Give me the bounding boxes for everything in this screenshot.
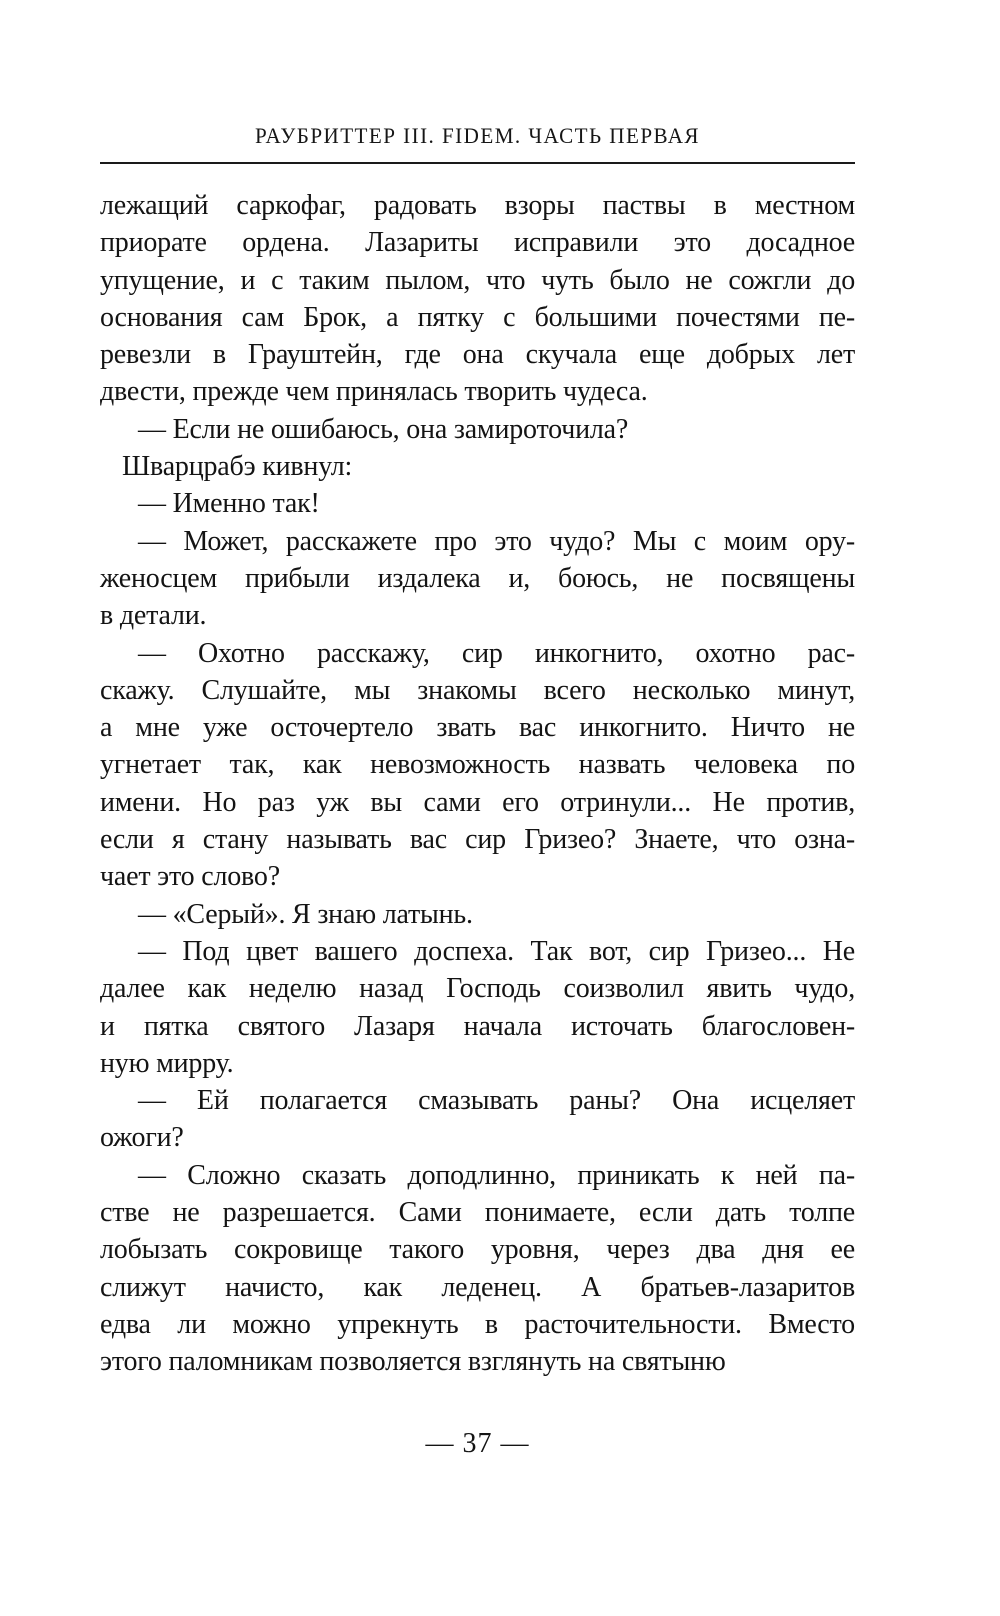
text-line: имени. Но раз уж вы сами его отринули... Не против, xyxy=(100,786,855,818)
text-line: стве не разрешается. Сами понимаете, если дать толпе xyxy=(100,1197,855,1229)
text-line: приорате ордена. Лазариты исправили это досадное xyxy=(100,227,855,259)
page-number: — 37 — xyxy=(425,1428,530,1459)
text-line: скажу. Слушайте, мы знакомы всего несколько минут, xyxy=(100,674,855,706)
text-line: в детали. xyxy=(100,600,207,632)
text-line: угнетает так, как невозможность назвать человека по xyxy=(100,749,855,781)
text-line: если я стану называть вас сир Гризео? Знаете, что озна- xyxy=(100,824,855,856)
text-line: — Сложно сказать доподлинно, приникать к ней па- xyxy=(138,1159,855,1191)
header-rule xyxy=(100,162,855,164)
text-line: едва ли можно упрекнуть в расточительности. Вместо xyxy=(100,1308,855,1340)
text-line: — Если не ошибаюсь, она замироточила? xyxy=(138,413,629,445)
text-line: лежащий саркофаг, радовать взоры паствы в местном xyxy=(100,190,855,221)
text-line: — «Серый». Я знаю латынь. xyxy=(138,898,473,930)
text-line: основания сам Брок, а пятку с большими почестями пе- xyxy=(100,301,855,333)
text-line: далее как неделю назад Господь соизволил явить чудо, xyxy=(100,973,855,1005)
text-line: а мне уже осточертело звать вас инкогнито. Ничто не xyxy=(100,712,855,744)
text-line: ную мирру. xyxy=(100,1047,234,1079)
text-line: чает это слово? xyxy=(100,861,280,893)
text-line: — Под цвет вашего доспеха. Так вот, сир Гризео... Не xyxy=(138,935,855,967)
text-line: — Охотно расскажу, сир инкогнито, охотно рас- xyxy=(138,637,855,669)
text-line: ожоги? xyxy=(100,1122,184,1154)
running-head: РАУБРИТТЕР III. FIDEM. ЧАСТЬ ПЕРВАЯ xyxy=(255,123,700,148)
text-line: Шварцрабэ кивнул: xyxy=(122,451,353,483)
text-line: — Ей полагается смазывать раны? Она исцеляет xyxy=(138,1085,855,1117)
text-line: упущение, и с таким пылом, что чуть было не сожгли до xyxy=(100,264,855,296)
text-line: слижут начисто, как леденец. А братьев-лазаритов xyxy=(100,1271,855,1303)
text-line: — Может, расскажете про это чудо? Мы с моим ору- xyxy=(138,525,855,557)
text-line: лобызать сокровище такого уровня, через два дня ее xyxy=(100,1234,855,1266)
text-line: — Именно так! xyxy=(138,488,320,520)
text-line: и пятка святого Лазаря начала источать благословен- xyxy=(100,1010,855,1042)
text-line: этого паломникам позволяется взглянуть на святыню xyxy=(100,1346,726,1378)
text-line: двести, прежде чем принялась творить чудеса. xyxy=(100,376,648,408)
text-line: женосцем прибыли издалека и, боюсь, не посвящены xyxy=(100,562,855,594)
body-text xyxy=(100,187,855,1381)
text-line: ревезли в Грауштейн, где она скучала еще добрых лет xyxy=(100,339,855,371)
